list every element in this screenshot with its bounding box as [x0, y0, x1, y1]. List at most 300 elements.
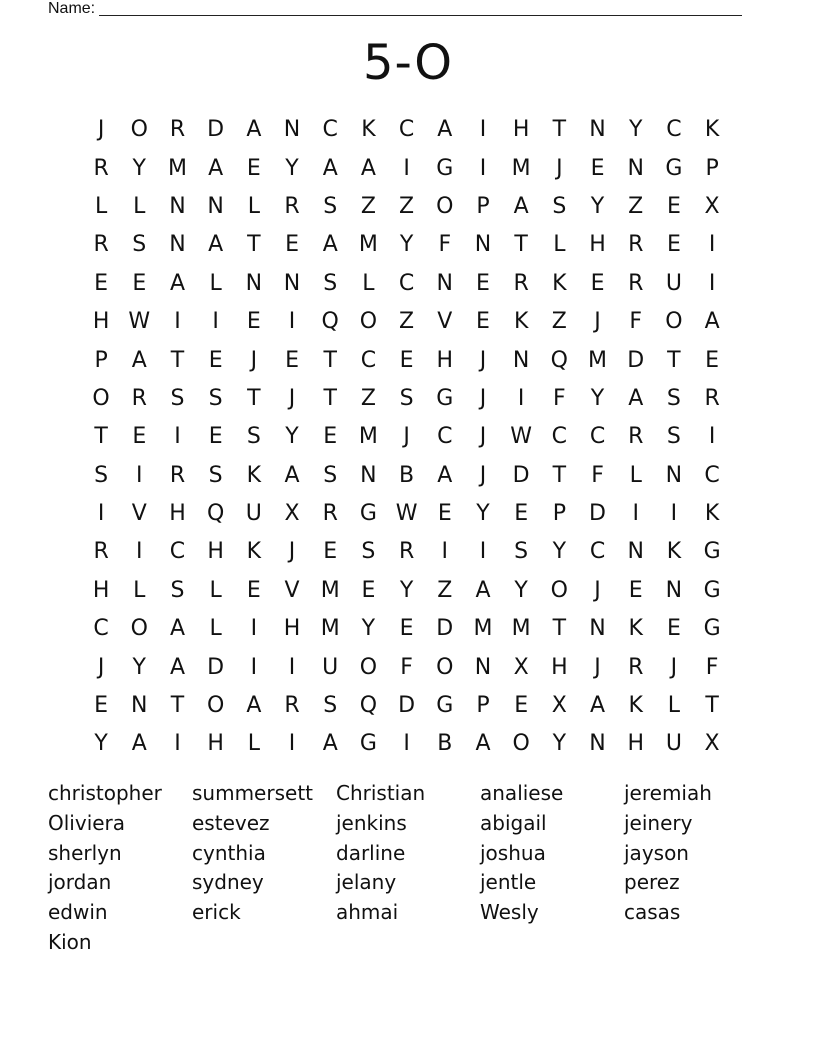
grid-letter: H — [283, 616, 301, 642]
grid-letter: E — [208, 424, 223, 450]
grid-letter: M — [320, 577, 340, 603]
grid-letter: G — [436, 693, 454, 719]
grid-letter: D — [207, 117, 225, 143]
grid-letter: H — [207, 539, 224, 565]
grid-letter: Q — [321, 309, 339, 335]
grid-letter: Y — [476, 501, 490, 527]
grid-letter: Y — [285, 424, 299, 450]
grid-letter: R — [284, 693, 300, 719]
grid-letter: L — [553, 232, 566, 258]
grid-row — [82, 495, 732, 533]
grid-letter: C — [704, 462, 720, 488]
grid-letter: L — [209, 270, 222, 296]
grid-letter: R — [704, 385, 720, 411]
grid-letter: R — [93, 155, 109, 181]
grid-letter: S — [94, 462, 109, 488]
grid-letter: I — [288, 731, 296, 757]
grid-letter: J — [97, 654, 105, 680]
grid-letter: O — [206, 693, 225, 719]
grid-letter: Y — [94, 731, 108, 757]
grid-letter: E — [94, 693, 109, 719]
grid-letter: K — [552, 270, 567, 296]
grid-letter: M — [358, 424, 378, 450]
word-list-item: erick — [192, 900, 241, 925]
grid-letter: V — [131, 501, 147, 527]
grid-letter: A — [169, 654, 185, 680]
word-list-item: jentle — [480, 870, 537, 895]
grid-letter: L — [362, 270, 375, 296]
grid-letter: Y — [132, 654, 146, 680]
grid-letter: Y — [132, 155, 146, 181]
grid-letter: N — [169, 193, 186, 219]
grid-letter: N — [436, 270, 454, 296]
grid-letter: E — [590, 270, 605, 296]
grid-letter: X — [551, 693, 567, 719]
grid-letter: I — [288, 309, 296, 335]
grid-letter: K — [513, 309, 529, 335]
grid-letter: Z — [399, 193, 415, 219]
grid-letter: S — [323, 462, 338, 488]
grid-letter: J — [250, 347, 258, 373]
grid-letter: O — [92, 385, 110, 411]
grid-letter: E — [285, 347, 299, 373]
grid-letter: G — [703, 616, 721, 642]
grid-letter: Q — [359, 693, 378, 719]
grid-letter: X — [704, 193, 720, 219]
grid-letter: L — [133, 193, 146, 219]
grid-row — [82, 226, 732, 264]
grid-letter: M — [511, 616, 531, 642]
grid-letter: K — [361, 117, 376, 143]
grid-letter: Z — [360, 193, 376, 219]
grid-letter: P — [552, 501, 566, 527]
grid-letter: M — [320, 616, 340, 642]
grid-letter: T — [94, 424, 108, 450]
grid-letter: E — [666, 232, 681, 258]
grid-letter: I — [441, 539, 449, 565]
word-list-item: casas — [624, 900, 681, 925]
grid-letter: A — [131, 731, 147, 757]
grid-letter: X — [513, 654, 529, 680]
grid-letter: Z — [628, 193, 644, 219]
grid-row — [82, 265, 732, 303]
grid-letter: N — [283, 270, 301, 296]
grid-letter: W — [510, 424, 533, 450]
grid-letter: U — [665, 731, 682, 757]
grid-letter: R — [628, 270, 644, 296]
grid-letter: T — [667, 347, 681, 373]
grid-letter: E — [399, 616, 414, 642]
name-label: Name: — [48, 0, 96, 17]
grid-letter: E — [514, 693, 529, 719]
grid-letter: R — [322, 501, 338, 527]
grid-letter: H — [627, 731, 644, 757]
grid-letter: T — [552, 616, 567, 642]
grid-letter: N — [665, 577, 683, 603]
grid-letter: R — [628, 654, 644, 680]
grid-letter: S — [323, 270, 338, 296]
grid-letter: I — [670, 501, 678, 527]
grid-letter: J — [594, 309, 601, 335]
grid-letter: N — [207, 193, 224, 219]
grid-letter: J — [403, 424, 410, 450]
grid-letter: P — [476, 193, 490, 219]
word-list-item: edwin — [48, 900, 108, 925]
grid-letter: S — [399, 385, 414, 411]
grid-letter: A — [437, 462, 453, 488]
grid-letter: E — [514, 501, 529, 527]
grid-letter: X — [704, 731, 720, 757]
grid-letter: S — [552, 193, 567, 219]
word-search-grid — [82, 111, 732, 764]
word-list-item: estevez — [192, 810, 270, 835]
grid-letter: O — [359, 654, 378, 680]
grid-letter: A — [590, 693, 606, 719]
grid-letter: N — [627, 155, 644, 181]
grid-letter: H — [512, 117, 530, 143]
grid-letter: I — [479, 155, 487, 181]
grid-letter: H — [92, 577, 110, 603]
grid-letter: N — [131, 693, 148, 719]
word-list-item: jeinery — [624, 810, 693, 835]
grid-letter: A — [246, 693, 262, 719]
grid-letter: N — [360, 462, 377, 488]
grid-letter: A — [475, 731, 491, 757]
word-list-item: ahmai — [336, 900, 399, 925]
grid-letter: I — [97, 501, 105, 527]
grid-letter: N — [245, 270, 263, 296]
grid-letter: E — [285, 232, 299, 258]
grid-letter: K — [704, 501, 720, 527]
grid-letter: Y — [590, 385, 605, 411]
grid-letter: I — [708, 232, 716, 258]
grid-letter: C — [589, 539, 606, 565]
grid-letter: W — [128, 309, 151, 335]
word-list-item: sherlyn — [48, 840, 122, 865]
grid-letter: E — [246, 577, 261, 603]
word-list-item: summersett — [192, 781, 313, 805]
word-list-item: jelany — [336, 870, 397, 895]
grid-letter: I — [403, 155, 410, 181]
grid-letter: L — [209, 616, 222, 642]
grid-letter: Z — [399, 309, 415, 335]
grid-letter: Z — [551, 309, 567, 335]
grid-letter: Y — [399, 232, 414, 258]
grid-letter: O — [436, 654, 454, 680]
grid-letter: C — [322, 117, 338, 143]
grid-letter: I — [174, 731, 181, 757]
grid-letter: A — [284, 462, 300, 488]
grid-letter: S — [246, 424, 261, 450]
grid-letter: E — [476, 270, 490, 296]
grid-letter: O — [436, 193, 454, 219]
grid-letter: L — [247, 193, 260, 219]
word-list-item: cynthia — [192, 840, 266, 865]
grid-letter: E — [323, 424, 338, 450]
grid-letter: I — [517, 385, 525, 411]
grid-letter: D — [589, 501, 606, 527]
word-list-item: jeremiah — [624, 781, 712, 805]
grid-letter: U — [322, 654, 339, 680]
grid-letter: S — [132, 232, 147, 258]
grid-letter: G — [703, 539, 721, 565]
grid-letter: F — [591, 462, 604, 488]
grid-letter: A — [475, 577, 491, 603]
grid-letter: K — [246, 462, 262, 488]
grid-letter: G — [665, 155, 683, 181]
grid-row — [82, 380, 732, 418]
word-list-item: jayson — [624, 840, 689, 865]
grid-letter: C — [93, 616, 109, 642]
word-list-item: Oliviera — [48, 810, 126, 835]
name-field-row — [48, 0, 742, 18]
grid-letter: F — [400, 654, 413, 680]
grid-letter: I — [708, 270, 716, 296]
grid-letter: X — [284, 501, 300, 527]
grid-letter: C — [589, 424, 606, 450]
grid-letter: L — [133, 577, 146, 603]
grid-letter: E — [94, 270, 109, 296]
word-list-item: jenkins — [336, 810, 407, 835]
grid-letter: Y — [628, 117, 643, 143]
grid-letter: K — [628, 616, 643, 642]
grid-letter: R — [169, 117, 186, 143]
grid-letter: D — [398, 693, 416, 719]
grid-letter: Y — [552, 539, 567, 565]
grid-letter: T — [170, 693, 185, 719]
grid-letter: M — [588, 347, 608, 373]
grid-letter: Y — [399, 577, 414, 603]
grid-letter: E — [590, 155, 605, 181]
grid-letter: I — [212, 309, 219, 335]
grid-letter: N — [283, 117, 301, 143]
grid-letter: I — [136, 462, 143, 488]
grid-letter: F — [705, 654, 719, 680]
grid-letter: C — [169, 539, 186, 565]
grid-letter: R — [93, 232, 109, 258]
grid-letter: Z — [360, 385, 376, 411]
grid-letter: I — [174, 424, 181, 450]
grid-letter: A — [322, 232, 338, 258]
grid-row — [82, 111, 732, 149]
grid-letter: T — [323, 385, 337, 411]
grid-letter: J — [594, 654, 601, 680]
grid-letter: A — [208, 155, 224, 181]
grid-letter: F — [629, 309, 643, 335]
grid-letter: I — [403, 731, 410, 757]
grid-row — [82, 687, 732, 725]
grid-letter: A — [131, 347, 147, 373]
grid-letter: A — [704, 309, 720, 335]
grid-letter: F — [553, 385, 566, 411]
grid-letter: I — [479, 539, 487, 565]
grid-letter: J — [556, 155, 563, 181]
word-list-item: darline — [336, 840, 406, 865]
grid-letter: E — [361, 577, 376, 603]
grid-letter: P — [705, 155, 719, 181]
name-write-line — [99, 0, 742, 16]
grid-letter: A — [437, 117, 453, 143]
grid-letter: C — [398, 270, 415, 296]
grid-letter: P — [94, 347, 108, 373]
grid-letter: E — [399, 347, 414, 373]
grid-letter: T — [705, 693, 719, 719]
grid-letter: R — [131, 385, 147, 411]
grid-letter: B — [437, 731, 453, 757]
grid-letter: E — [246, 309, 261, 335]
grid-letter: O — [130, 616, 148, 642]
grid-letter: C — [398, 117, 415, 143]
grid-letter: A — [360, 155, 376, 181]
grid-letter: M — [167, 155, 187, 181]
grid-letter: H — [92, 309, 110, 335]
grid-letter: D — [627, 347, 645, 373]
grid-letter: S — [323, 193, 338, 219]
grid-letter: M — [358, 232, 378, 258]
grid-letter: U — [665, 270, 682, 296]
grid-letter: V — [284, 577, 300, 603]
word-list-item: jordan — [48, 870, 112, 895]
grid-letter: R — [93, 539, 109, 565]
grid-row — [82, 533, 732, 571]
grid-letter: C — [360, 347, 377, 373]
grid-letter: K — [246, 539, 262, 565]
grid-letter: O — [665, 309, 683, 335]
grid-letter: N — [474, 232, 492, 258]
grid-letter: R — [628, 424, 644, 450]
grid-letter: M — [511, 155, 531, 181]
grid-letter: H — [589, 232, 606, 258]
grid-letter: D — [436, 616, 454, 642]
grid-letter: E — [666, 193, 681, 219]
grid-letter: G — [703, 577, 721, 603]
grid-letter: N — [474, 654, 492, 680]
grid-letter: B — [399, 462, 415, 488]
grid-letter: J — [479, 462, 487, 488]
grid-letter: T — [170, 347, 185, 373]
grid-letter: J — [288, 539, 296, 565]
word-list-item: perez — [624, 870, 680, 895]
grid-letter: R — [398, 539, 415, 565]
grid-letter: A — [169, 616, 185, 642]
grid-letter: E — [437, 501, 452, 527]
grid-letter: C — [551, 424, 568, 450]
grid-row — [82, 457, 732, 495]
grid-row — [82, 303, 732, 341]
grid-letter: N — [589, 616, 606, 642]
word-list-item: christopher — [48, 781, 162, 805]
grid-letter: I — [174, 309, 181, 335]
grid-letter: A — [322, 155, 338, 181]
word-list-item: Christian — [336, 781, 426, 805]
grid-letter: J — [97, 117, 105, 143]
grid-letter: E — [246, 155, 261, 181]
grid-letter: R — [628, 232, 644, 258]
grid-letter: S — [170, 385, 185, 411]
grid-letter: Y — [552, 731, 567, 757]
grid-letter: S — [323, 693, 338, 719]
grid-letter: T — [552, 462, 567, 488]
word-list-item: analiese — [480, 781, 564, 805]
grid-letter: F — [438, 232, 452, 258]
grid-letter: Z — [437, 577, 453, 603]
grid-letter: K — [628, 693, 643, 719]
grid-letter: A — [628, 385, 644, 411]
grid-letter: A — [208, 232, 224, 258]
grid-letter: Y — [514, 577, 528, 603]
grid-letter: L — [629, 462, 642, 488]
word-list-item: joshua — [480, 840, 546, 865]
grid-letter: Q — [550, 347, 568, 373]
grid-letter: S — [666, 385, 681, 411]
word-list-item: abigail — [480, 810, 547, 835]
grid-letter: E — [705, 347, 720, 373]
grid-letter: O — [550, 577, 568, 603]
grid-letter: I — [632, 501, 639, 527]
grid-row — [82, 725, 732, 763]
grid-letter: S — [361, 539, 376, 565]
grid-letter: T — [552, 117, 567, 143]
grid-letter: Q — [206, 501, 225, 527]
grid-letter: I — [288, 654, 296, 680]
grid-letter: E — [666, 616, 681, 642]
grid-letter: J — [479, 347, 487, 373]
word-list-item: Wesly — [480, 900, 539, 925]
grid-letter: O — [130, 117, 148, 143]
grid-row — [82, 149, 732, 187]
grid-letter: S — [666, 424, 681, 450]
grid-letter: E — [132, 270, 147, 296]
word-list-item: sydney — [192, 870, 264, 895]
grid-letter: N — [512, 347, 530, 373]
grid-letter: N — [589, 731, 606, 757]
grid-letter: H — [207, 731, 224, 757]
grid-letter: I — [136, 539, 143, 565]
grid-letter: E — [132, 424, 147, 450]
grid-letter: S — [208, 385, 223, 411]
grid-letter: K — [666, 539, 682, 565]
grid-letter: A — [169, 270, 185, 296]
grid-letter: G — [436, 155, 454, 181]
grid-letter: L — [667, 693, 681, 719]
grid-letter: E — [208, 347, 223, 373]
grid-row — [82, 572, 732, 610]
grid-letter: G — [359, 731, 377, 757]
grid-letter: I — [479, 117, 487, 143]
grid-letter: R — [284, 193, 300, 219]
grid-letter: A — [322, 731, 338, 757]
page-title: 5-O — [363, 35, 453, 91]
grid-letter: N — [627, 539, 644, 565]
grid-letter: A — [246, 117, 262, 143]
grid-row — [82, 648, 732, 686]
grid-letter: R — [513, 270, 529, 296]
grid-letter: D — [512, 462, 530, 488]
grid-letter: H — [551, 654, 568, 680]
grid-letter: E — [323, 539, 338, 565]
grid-letter: G — [359, 501, 377, 527]
grid-letter: C — [666, 117, 682, 143]
grid-letter: K — [704, 117, 720, 143]
grid-letter: J — [479, 424, 487, 450]
grid-letter: L — [94, 193, 108, 219]
grid-row — [82, 341, 732, 379]
grid-row — [82, 418, 732, 456]
grid-letter: P — [476, 693, 490, 719]
grid-letter: S — [514, 539, 529, 565]
grid-letter: E — [476, 309, 490, 335]
grid-letter: C — [437, 424, 453, 450]
